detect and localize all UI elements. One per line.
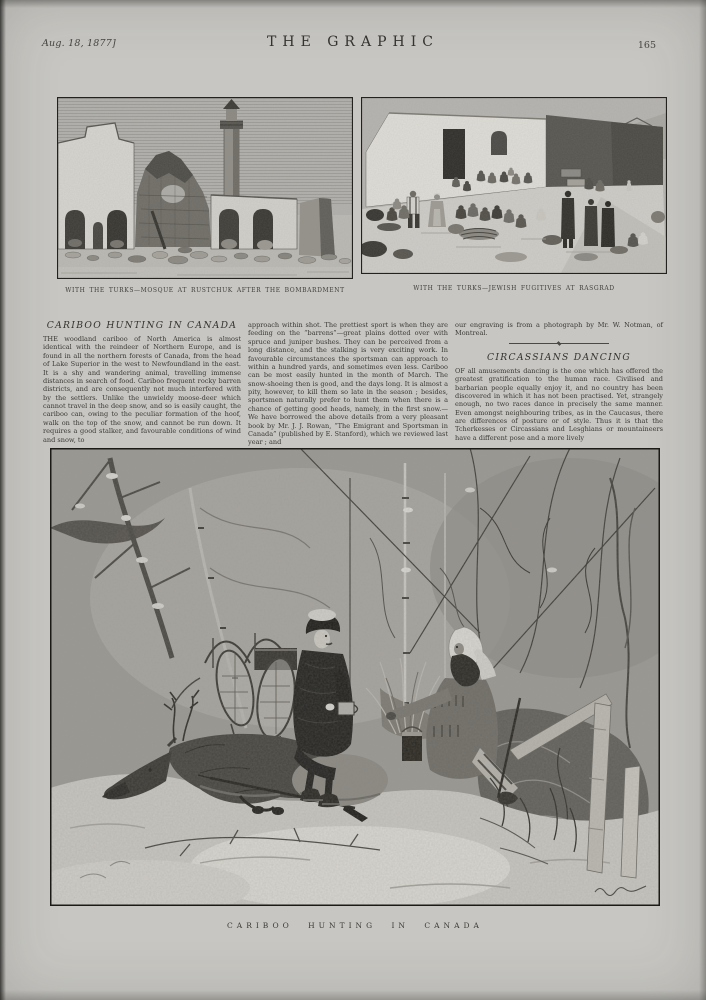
header-date: Aug. 18, 1877] (42, 38, 116, 49)
divider-diamond-icon (557, 341, 562, 346)
cariboo-headline: CARIBOO HUNTING IN CANADA (46, 320, 238, 331)
fugitives-engraving (361, 97, 667, 274)
mosque-engraving-illustration (57, 97, 353, 279)
section-divider (509, 343, 609, 348)
hunting-caption: CARIBOO HUNTING IN CANADA (227, 921, 483, 930)
fugitives-engraving-illustration (361, 97, 667, 274)
article-col3 (455, 321, 663, 442)
article-cariboo-col2: approach within shot. The prettiest sport is when they are feeding on the “barrens”—great plains dotted over with spruce and juniper bushes. They can be perceived from a long distance, and the stalking is very exciting work. In favourable circumstances the sportsman can approach to within a hundred yards, and sometimes even less. Cariboo can be most easily hunted in the month of March. The snow-shoeing then is good, and the days long. It is almost a pity, however, to kill them so late in the season ; besides, sportsmen naturally prefer to hunt them when there is a chance of getting good heads, namely, in the first snow.—We have borrowed the above details from a very pleasant book by Mr. J. J. Rowan, “The Emigrant and Sportsman in Canada” (published by E. Stanford), which we reviewed last year ; and (248, 321, 449, 447)
circassians-headline: CIRCASSIANS DANCING (487, 351, 631, 363)
article-cariboo-col1 (43, 320, 241, 444)
cariboo-col1-text: THE woodland cariboo of North America is almost identical with the reindeer of Northern Europe, and is found in all the northern forests of Canada, from the head of Lake Superior in the west to Newfoundland in the east. It is a shy and wandering animal, travelling immense distances in search of food. Cariboo frequent rocky barren districts, and are consequently not much interfered with by the settlers. Unlike the unwieldy moose-deer which cannot travel in the deep snow, and so is easily caught, the cariboo can, owing to the peculiar formation of the hoof, walk on the top of the snow, and cannot be run down. It requires a good stalker, and favourable conditions of wind and snow, to (43, 335, 241, 444)
mosque-engraving (57, 97, 353, 279)
mosque-caption: WITH THE TURKS—MOSQUE AT RUSTCHUK AFTER THE BOMBARDMENT (65, 287, 345, 294)
cariboo-hunting-engraving (50, 448, 660, 906)
cariboo-col3-text: our engraving is from a photograph by Mr. W. Notman, of Montreal. (455, 321, 663, 338)
fugitives-caption: WITH THE TURKS—JEWISH FUGITIVES AT RASGRAD (413, 285, 615, 292)
page-title: THE GRAPHIC (267, 34, 439, 50)
cariboo-hunting-illustration (50, 448, 660, 906)
page-number: 165 (637, 40, 656, 51)
circassians-body-text: OF all amusements dancing is the one which has offered the greatest gratification to the human race. Civilised and barbarian people equally enjoy it, and no country has been discovered in which it has not been practised. Yet, strangely enough, no two races dance in precisely the same manner. Even amongst neighbouring tribes, as in the Caucasus, there are differences of posture or of style. Thus it is that the Tcherkesses or Circassians and Lesghians or mountaineers have a different pose and a more lively (455, 366, 663, 442)
